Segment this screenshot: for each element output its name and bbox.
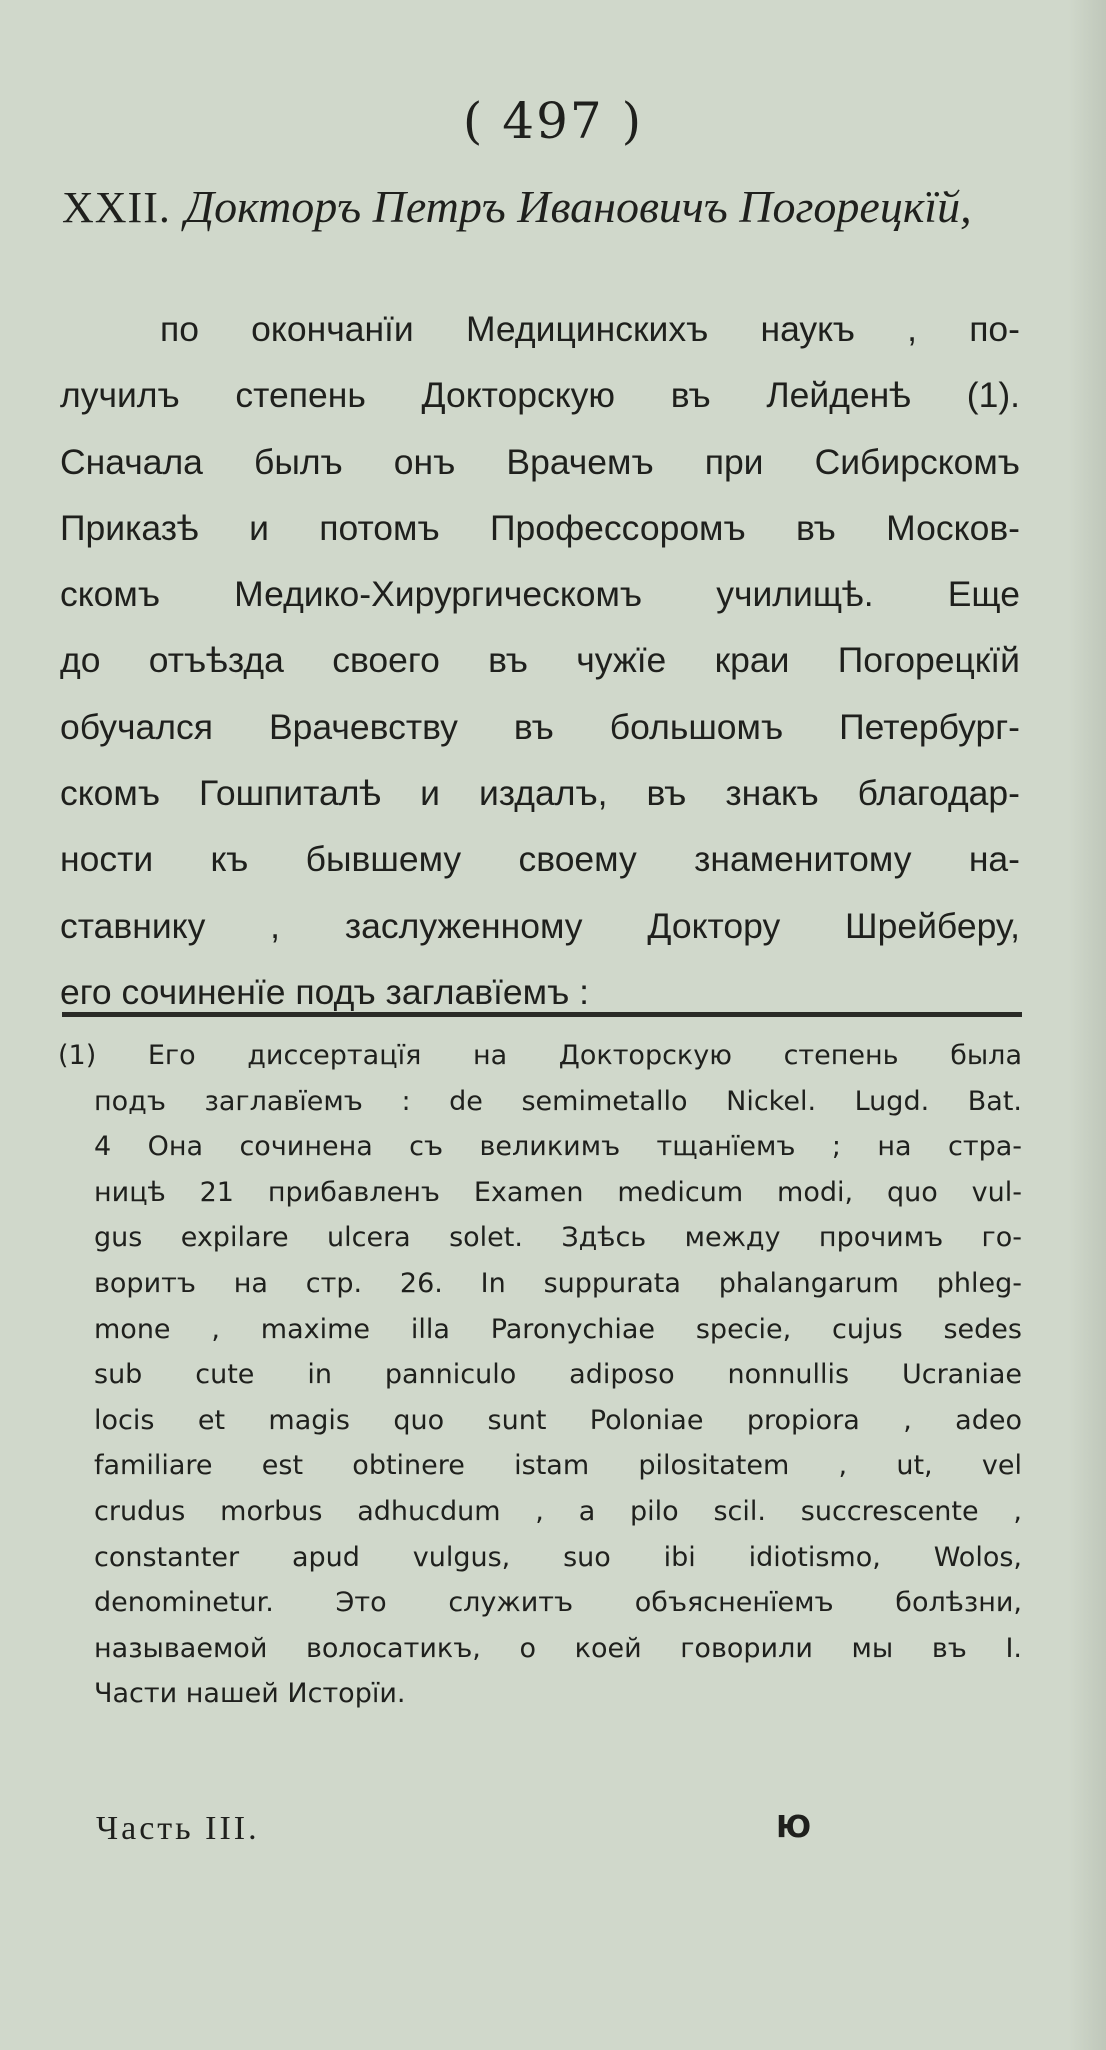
body-line: по окончанїи Медицинскихъ наукъ , по- bbox=[160, 309, 1020, 349]
volume-part-label: Часть III. bbox=[96, 1810, 260, 1847]
footnote-line: Части нашей Исторїи. bbox=[94, 1678, 406, 1710]
page-number: ( 497 ) bbox=[462, 92, 644, 150]
page-edge-shadow bbox=[1068, 0, 1106, 2050]
footnote-line: подъ заглавїемъ : de semimetallo Nickel. Lugd. Bat. bbox=[94, 1085, 1022, 1117]
footnote-line: familiare est obtinere istam pilositatem , ut, vel bbox=[94, 1450, 1022, 1482]
footnote-line: воритъ на стр. 26. In suppurata phalangarum phleg- bbox=[94, 1267, 1022, 1299]
body-line: обучался Врачевству въ большомъ Петербург- bbox=[60, 706, 1020, 747]
body-line: Сначала былъ онъ Врачемъ при Сибирскомъ bbox=[60, 441, 1020, 482]
body-line: до отъѣзда своего въ чужїе краи Погорецкїй bbox=[60, 640, 1020, 681]
footnote-line: gus expilare ulcera solet. Здѣсь между прочимъ го- bbox=[94, 1222, 1022, 1254]
footnote-divider bbox=[62, 1012, 1022, 1017]
section-roman-numeral: XXII. bbox=[62, 183, 171, 232]
section-heading bbox=[62, 180, 1042, 233]
footnote bbox=[58, 1033, 1022, 1717]
body-line: скомъ Медико-Хирургическомъ училищѣ. Еще bbox=[60, 574, 1020, 615]
body-line: ставнику , заслуженному Доктору Шрейберу, bbox=[60, 905, 1020, 946]
section-person-name: Докторъ Петръ Ивановичъ Погорецкїй, bbox=[184, 181, 972, 232]
signature-mark: Ю bbox=[776, 1810, 815, 1845]
footnote-line: 4 Она сочинена съ великимъ тщанїемъ ; на стра- bbox=[94, 1131, 1022, 1163]
body-paragraph bbox=[60, 296, 1020, 1025]
footnote-line: называемой волосатикъ, о коей говорили мы въ I. bbox=[94, 1632, 1022, 1664]
footnote-line: mone , maxime illa Paronychiae specie, cujus sedes bbox=[94, 1313, 1022, 1345]
footnote-line: ницѣ 21 прибавленъ Examen medicum modi, quo vul- bbox=[94, 1176, 1022, 1208]
body-line: его сочиненїе подъ заглавїемъ : bbox=[60, 971, 589, 1012]
footnote-line: (1) Его диссертацїя на Докторскую степень была bbox=[58, 1040, 1022, 1071]
footnote-line: sub cute in panniculo adiposo nonnullis Ucraniae bbox=[94, 1359, 1022, 1391]
body-line: Приказѣ и потомъ Профессоромъ въ Москов- bbox=[60, 507, 1020, 548]
body-line: ности къ бывшему своему знаменитому на- bbox=[60, 839, 1020, 880]
footnote-line: constanter apud vulgus, suo ibi idiotismo, Wolos, bbox=[94, 1541, 1022, 1573]
footnote-line: locis et magis quo sunt Poloniae propiora , adeo bbox=[94, 1404, 1022, 1436]
footnote-line: denominetur. Это служитъ объясненїемъ болѣзни, bbox=[94, 1587, 1022, 1619]
body-line: лучилъ степень Докторскую въ Лейденѣ (1). bbox=[60, 375, 1020, 416]
footnote-line: crudus morbus adhucdum , a pilo scil. succrescente , bbox=[94, 1495, 1022, 1527]
body-line: скомъ Гошпиталѣ и издалъ, въ знакъ благодар- bbox=[60, 773, 1020, 814]
